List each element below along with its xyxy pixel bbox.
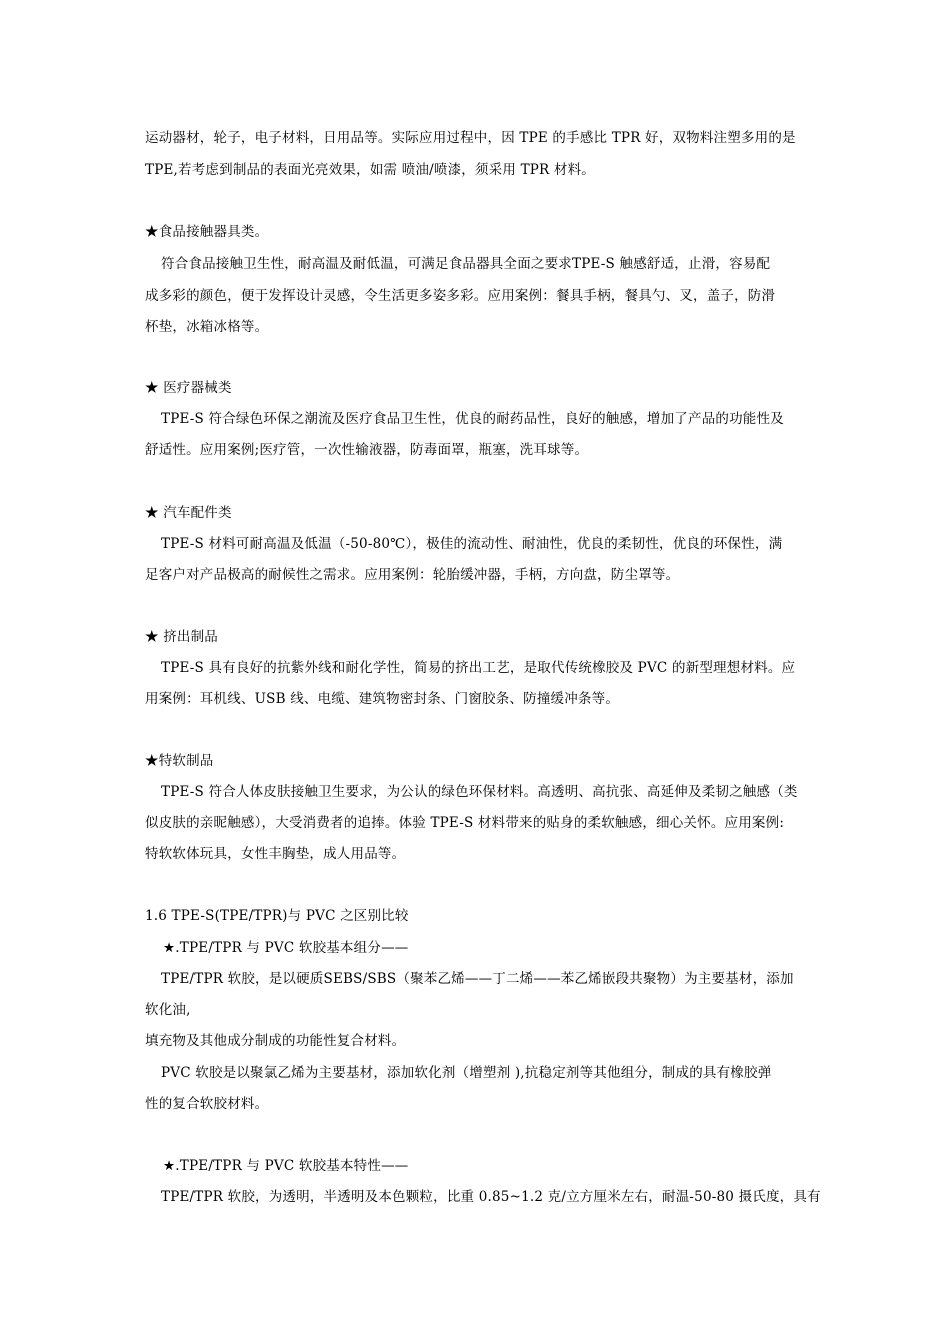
comparison-heading: 1.6 TPE-S(TPE/TPR)与 PVC 之区别比较 bbox=[145, 908, 409, 924]
medical-heading: ★ 医疗器械类 bbox=[145, 380, 232, 396]
food-line-2: 成多彩的颜色，便于发挥设计灵感，令生活更多姿多彩。应用案例：餐具手柄，餐具勺、叉，盖子，防滑 bbox=[145, 288, 776, 304]
food-line-3: 杯垫，冰箱冰格等。 bbox=[145, 319, 269, 335]
food-line-1: 符合食品接触卫生性，耐高温及耐低温，可满足食品器具全面之要求TPE-S 触感舒适，止滑，容易配 bbox=[161, 256, 771, 272]
intro-line-1: 运动器材，轮子，电子材料，日用品等。实际应用过程中，因 TPE 的手感比 TPR 好，双物料注塑多用的是 bbox=[145, 130, 796, 146]
auto-line-1: TPE-S 材料可耐高温及低温（-50-80℃），极佳的流动性、耐油性，优良的柔韧性，优良的环保性，满 bbox=[161, 536, 783, 552]
extrusion-line-2: 用案例：耳机线、USB 线、电缆、建筑物密封条、门窗胶条、防撞缓冲条等。 bbox=[145, 691, 620, 707]
soft-line-1: TPE-S 符合人体皮肤接触卫生要求，为公认的绿色环保材料。高透明、高抗张、高延伸及柔韧之触感（类 bbox=[161, 784, 798, 800]
properties-subheading: ★.TPE/TPR 与 PVC 软胶基本特性—— bbox=[163, 1158, 409, 1174]
composition-p1-line-1: TPE/TPR 软胶，是以硬质SEBS/SBS（聚苯乙烯——丁二烯——苯乙烯嵌段共聚物）为主要基材，添加 bbox=[161, 971, 794, 987]
composition-p1-line-2: 软化油, bbox=[145, 1002, 191, 1018]
extrusion-heading: ★ 挤出制品 bbox=[145, 629, 218, 645]
composition-p2-line-1: PVC 软胶是以聚氯乙烯为主要基材，添加软化剂（增塑剂 ),抗稳定剂等其他组分，制成的具有橡胶弹 bbox=[161, 1065, 772, 1081]
auto-heading: ★ 汽车配件类 bbox=[145, 505, 232, 521]
composition-subheading: ★.TPE/TPR 与 PVC 软胶基本组分—— bbox=[163, 940, 409, 956]
auto-line-2: 足客户对产品极高的耐候性之需求。应用案例：轮胎缓冲器，手柄，方向盘，防尘罩等。 bbox=[145, 567, 680, 583]
properties-p1-line-1: TPE/TPR 软胶，为透明，半透明及本色颗粒，比重 0.85~1.2 克/立方厘米左右，耐温-50-80 摄氏度，具有 bbox=[161, 1189, 821, 1205]
composition-p2-line-2: 性的复合软胶材料。 bbox=[145, 1096, 269, 1112]
food-heading: ★食品接触器具类。 bbox=[145, 224, 269, 240]
medical-line-2: 舒适性。应用案例;医疗管，一次性输液器，防毒面罩，瓶塞，洗耳球等。 bbox=[145, 442, 589, 458]
composition-p1-line-3: 填充物及其他成分制成的功能性复合材料。 bbox=[145, 1033, 406, 1049]
soft-line-2: 似皮肤的亲昵触感），大受消费者的追捧。体验 TPE-S 材料带来的贴身的柔软触感，细心关怀。应用案例: bbox=[145, 815, 785, 831]
soft-line-3: 特软软体玩具，女性丰胸垫，成人用品等。 bbox=[145, 846, 406, 862]
extrusion-line-1: TPE-S 具有良好的抗紫外线和耐化学性，简易的挤出工艺，是取代传统橡胶及 PVC 的新型理想材料。应 bbox=[161, 660, 796, 676]
soft-heading: ★特软制品 bbox=[145, 753, 214, 769]
intro-line-2: TPE,若考虑到制品的表面光亮效果，如需 喷油/喷漆，须采用 TPR 材料。 bbox=[145, 162, 596, 178]
medical-line-1: TPE-S 符合绿色环保之潮流及医疗食品卫生性，优良的耐药品性，良好的触感，增加了产品的功能性及 bbox=[161, 411, 784, 427]
